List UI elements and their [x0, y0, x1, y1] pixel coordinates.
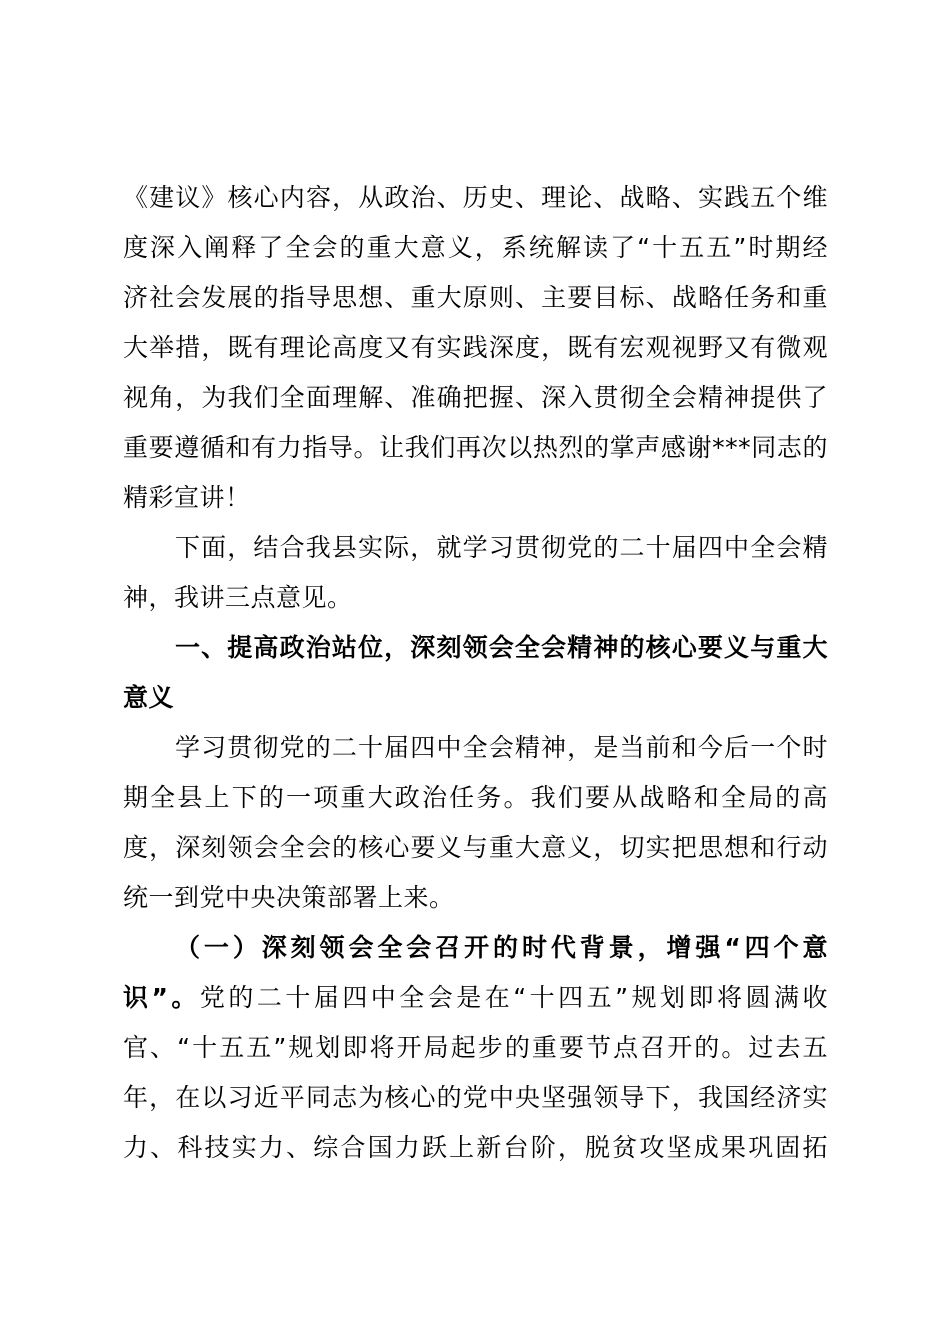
document-body	[123, 173, 828, 1173]
body-text-line	[123, 273, 828, 323]
text-run: 力、科技实力、综合国力跃上新台阶，脱贫攻坚成果巩固拓	[123, 1133, 828, 1162]
body-text-line	[123, 1023, 828, 1073]
body-text-line	[123, 1123, 828, 1173]
body-text-line	[123, 223, 828, 273]
text-run: 《建议》核心内容，从政治、历史、理论、战略、实践五个维	[123, 183, 828, 212]
body-text-line	[123, 173, 828, 223]
body-text-line	[123, 1073, 828, 1123]
body-text-line	[123, 723, 828, 773]
text-run: 神，我讲三点意见。	[123, 583, 353, 612]
text-run: 官、“十五五”规划即将开局起步的重要节点召开的。过去五	[123, 1033, 828, 1062]
body-text-line	[123, 323, 828, 373]
text-run: 年，在以习近平同志为核心的党中央坚强领导下，我国经济实	[123, 1083, 828, 1112]
body-text-line	[123, 873, 828, 923]
bold-text-run: （一）深刻领会全会召开的时代背景，增强“四个意	[175, 933, 828, 962]
text-run: 度，深刻领会全会的核心要义与重大意义，切实把思想和行动	[123, 833, 828, 862]
text-run: 学习贯彻党的二十届四中全会精神，是当前和今后一个时	[175, 733, 828, 762]
body-text-line	[123, 373, 828, 423]
text-run: 济社会发展的指导思想、重大原则、主要目标、战略任务和重	[123, 283, 828, 312]
text-run: 精彩宣讲！	[123, 483, 251, 512]
text-run: 度深入阐释了全会的重大意义，系统解读了“十五五”时期经	[123, 233, 828, 262]
text-run: 重要遵循和有力指导。让我们再次以热烈的掌声感谢***同志的	[123, 433, 828, 462]
body-text-line	[123, 923, 828, 973]
bold-text-run: 一、提高政治站位，深刻领会全会精神的核心要义与重大	[175, 633, 828, 662]
body-text-line	[123, 473, 828, 523]
body-text-line	[123, 823, 828, 873]
body-text-line	[123, 523, 828, 573]
body-text-line	[123, 573, 828, 623]
text-run: 大举措，既有理论高度又有实践深度，既有宏观视野又有微观	[123, 333, 828, 362]
bold-text-run: 识”。	[123, 983, 200, 1012]
text-run: 统一到党中央决策部署上来。	[123, 883, 455, 912]
bold-text-run: 意义	[123, 683, 175, 712]
text-run: 党的二十届四中全会是在“十四五”规划即将圆满收	[199, 983, 828, 1012]
heading-text-line	[123, 673, 828, 723]
heading-text-line	[123, 623, 828, 673]
body-text-line	[123, 973, 828, 1023]
body-text-line	[123, 423, 828, 473]
body-text-line	[123, 773, 828, 823]
text-run: 期全县上下的一项重大政治任务。我们要从战略和全局的高	[123, 783, 828, 812]
text-run: 视角，为我们全面理解、准确把握、深入贯彻全会精神提供了	[123, 383, 828, 412]
text-run: 下面，结合我县实际，就学习贯彻党的二十届四中全会精	[175, 533, 828, 562]
